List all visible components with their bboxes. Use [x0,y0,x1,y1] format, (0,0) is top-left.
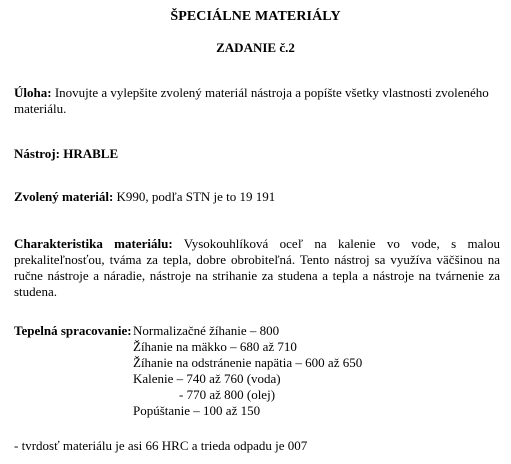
tool-paragraph [14,146,500,162]
characteristics-text: Vysokouhlíková oceľ na kalenie vo vode, s malou prekaliteľnosťou, tváma za tepla, dobre obrobiteľná. Tento nástroj sa využíva väčšinou na ručne nástroje a náradie, nástroje na strihanie za studena a tepla a nástroje na tvárnenie za studena. [14,236,500,299]
document-title: ŠPECIÁLNE MATERIÁLY [170,9,341,24]
task-paragraph [14,85,500,117]
heat-treatment-line: - 770 až 800 (olej) [179,387,276,402]
task-text: Inovujte a vylepšite zvolený materiál nástroja a popíšte všetky vlastnosti zvoleného materiálu. [14,85,489,116]
heat-treatment-line: Normalizačné žíhanie – 800 [133,323,280,338]
tool-label: Nástroj: [14,146,60,161]
document-subtitle: ZADANIE č.2 [216,40,295,55]
heat-treatment-label: Tepelná spracovanie: [14,323,132,338]
heat-treatment-line: Popúštanie – 100 až 150 [133,403,261,418]
heat-treatment-line: Žíhanie na odstránenie napätia – 600 až 650 [133,355,363,370]
material-label: Zvolený materiál: [14,189,114,204]
footnote: - tvrdosť materiálu je asi 66 HRC a trieda odpadu je 007 [14,438,308,453]
material-paragraph [14,189,500,205]
heat-treatment-line: Žíhanie na mäkko – 680 až 710 [133,339,297,354]
characteristics-label: Charakteristika materiálu: [14,236,173,251]
characteristics-paragraph [14,236,500,300]
heat-treatment-list [133,323,362,419]
tool-value: HRABLE [63,146,119,161]
material-value: K990, podľa STN je to 19 191 [116,189,276,204]
heat-treatment-line: Kalenie – 740 až 760 (voda) [133,371,281,386]
task-label: Úloha: [14,85,52,100]
